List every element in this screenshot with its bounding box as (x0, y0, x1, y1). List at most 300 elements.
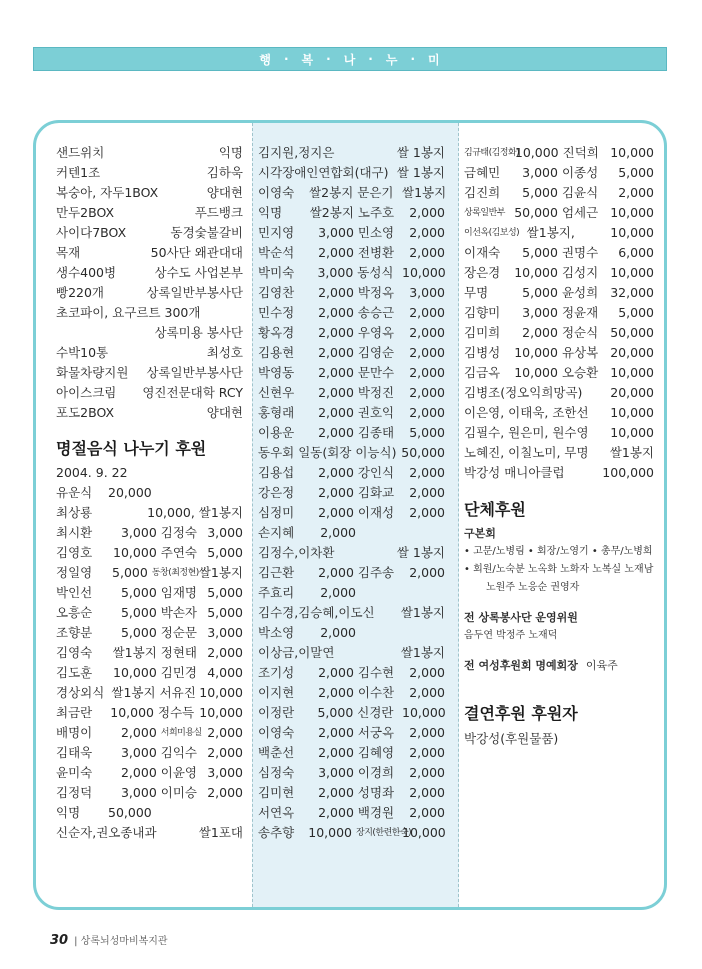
donor-cell: 2,000 (318, 305, 354, 320)
donor-cell: 김용현 (258, 345, 295, 360)
item-donor: 양대현 (206, 405, 243, 420)
donor-cell: 심정미 (258, 505, 295, 520)
donor-cell: 임재명 (160, 585, 198, 600)
donor-cell: 5,000 (409, 425, 445, 440)
donor-row (464, 323, 654, 343)
section-banner (33, 47, 667, 71)
donor-row (56, 543, 243, 563)
donor-cell: 박순석 (258, 245, 295, 260)
donation-item-row (56, 183, 243, 203)
donor-row (464, 143, 654, 163)
donor-cell: 박정진 (357, 385, 395, 400)
donor-cell: 김정덕 (56, 785, 93, 800)
item-name: 화물차량지원 (56, 365, 129, 380)
item-name: 샌드위치 (56, 145, 105, 160)
donor-row (258, 323, 445, 343)
donor-cell: 백춘선 (258, 745, 295, 760)
donor-cell: 2,000 (409, 785, 445, 800)
donor-cell: 2,000 (409, 365, 445, 380)
donor-cell: 3,000 (522, 165, 558, 180)
former-committee-title: 전 상록봉사단 운영위원 (464, 611, 578, 624)
donor-cell: 장지(한련한숙) (356, 828, 412, 838)
donor-cell: 2,000 (318, 325, 354, 340)
donor-cell: 2,000 (318, 405, 354, 420)
donor-cell: 박영동 (258, 365, 295, 380)
donor-amount: 쌀1봉지 (609, 445, 654, 460)
donor-cell: 황옥경 (258, 325, 295, 340)
donor-row (258, 343, 445, 363)
banner-char: 복 (301, 52, 315, 67)
donor-cell (575, 223, 610, 243)
donor-cell: 이윤영 (160, 765, 198, 780)
donor-amount: 10,000 (610, 405, 654, 420)
donor-cell: 2,000 (409, 325, 445, 340)
donor-cell: 김도훈 (56, 665, 93, 680)
donor-cell: 5,000 (522, 245, 558, 260)
donor-cell: 동성식 (357, 265, 394, 280)
donor-cell: 10,000 (113, 545, 157, 560)
spacer (464, 675, 654, 687)
donor-cell: 노주호 (357, 205, 395, 220)
item-donor: 상록미용 봉사단 (154, 325, 243, 340)
donor-row (258, 703, 445, 723)
donor-row (258, 543, 445, 563)
donor-amount: 50,000 (108, 805, 152, 820)
donor-cell: 5,000 (120, 585, 157, 600)
donor-amount: 100,000 (602, 465, 654, 480)
item-name: 빵220개 (56, 285, 105, 300)
donor-row (258, 783, 445, 803)
donor-row (56, 563, 243, 583)
donation-item-row (56, 143, 243, 163)
donor-cell: 2,000 (409, 205, 445, 220)
donor-row (258, 403, 445, 423)
donation-item-row (56, 243, 243, 263)
donor-cell: 신경란 (357, 705, 394, 720)
donor-cell: 심정숙 (258, 765, 295, 780)
donor-row (464, 183, 654, 203)
item-name: 만두2BOX (56, 205, 115, 220)
donor-cell: 5,000 (522, 285, 558, 300)
donor-cell: 박정옥 (357, 285, 395, 300)
donor-cell: 민소영 (357, 225, 395, 240)
donor-cell: 윤성희 (561, 285, 599, 300)
donor-cell: 홍형래 (258, 405, 295, 420)
donor-row (258, 623, 445, 643)
donor-cell: 2,000 (409, 225, 445, 240)
donor-row (56, 603, 243, 623)
donor-amount: 쌀 1봉지 (396, 165, 445, 180)
donor-cell: 2,000 (409, 465, 445, 480)
donor-row (464, 403, 654, 423)
donor-cell: 2,000 (409, 405, 445, 420)
banner-char: 누 (385, 52, 399, 67)
donor-cell: 2,000 (409, 725, 445, 740)
donor-cell: 서연옥 (258, 805, 295, 820)
donor-cell: 2,000 (409, 745, 445, 760)
donation-item-row (56, 363, 243, 383)
donor-cell: 2,000 (318, 725, 354, 740)
donor-row (464, 383, 654, 403)
donor-row (56, 503, 243, 523)
donor-cell: 전병환 (357, 245, 395, 260)
donor-cell: 쌀2봉지 (309, 205, 354, 220)
donor-cell: 김영순 (357, 345, 395, 360)
donor-cell: 조기성 (258, 665, 295, 680)
donor-cell: 2,000 (120, 725, 157, 740)
donor-cell: 10,000 (402, 705, 446, 720)
donor-cell: 이미승 (160, 785, 198, 800)
donor-row (258, 443, 445, 463)
item-donor: 익명 (218, 145, 243, 160)
item-name: 커텐1조 (56, 165, 101, 180)
donor-row (258, 643, 445, 663)
donor-cell: 2,000 (318, 345, 354, 360)
donor-cell: 3,000 (317, 265, 354, 280)
donor-cell: 10,000 (514, 145, 559, 160)
donor-cell: 엄세근 (561, 205, 599, 220)
donor-name: 박강성 매니아클럽 (464, 465, 565, 480)
donor-row (56, 723, 243, 743)
donor-cell: 이종성 (561, 165, 599, 180)
donor-cell: 이정란 (258, 705, 295, 720)
donor-cell: 이경희 (357, 765, 395, 780)
spacer (56, 423, 243, 435)
donor-row (258, 563, 445, 583)
donor-row (258, 463, 445, 483)
donor-cell: 최금란 (56, 705, 93, 720)
donor-cell: 김민경 (160, 665, 198, 680)
donor-cell: 이선옥(김보성) (464, 228, 520, 238)
banner-char: 미 (428, 52, 441, 67)
donor-cell: 이재성 (357, 505, 395, 520)
donor-cell: 5,000 (207, 585, 243, 600)
donor-cell: 10,000 (402, 825, 446, 840)
donor-row (464, 263, 654, 283)
donor-amount: 10,000 (610, 425, 654, 440)
donor-row (56, 823, 243, 843)
donor-cell: 서희미용실 (160, 728, 202, 738)
donor-cell: 2,000 (318, 285, 354, 300)
donor-cell: 김익수 (160, 745, 198, 760)
donor-row (56, 623, 243, 643)
donor-amount: 쌀 1봉지 (396, 145, 445, 160)
donor-cell: 2,000 (318, 425, 354, 440)
donor-cell: 2,000 (120, 765, 157, 780)
donor-cell: 20,000 (610, 345, 654, 360)
donor-row (464, 343, 654, 363)
donor-cell: 김윤식 (561, 185, 599, 200)
donor-cell: 5,000 (522, 185, 558, 200)
donor-cell: 서유진 (159, 685, 196, 700)
donor-cell: 2,000 (409, 685, 445, 700)
donor-cell: 김영찬 (258, 285, 295, 300)
donor-cell: 주연숙 (160, 545, 198, 560)
former-committee-names: 음두연 박정주 노재덕 (464, 630, 558, 641)
donor-cell: 2,000 (409, 485, 445, 500)
donation-item-row (56, 323, 243, 343)
donor-cell: 쌀1봉지 (402, 185, 447, 200)
donor-name: 김필수, 원은미, 원수영 (464, 425, 589, 440)
donor-cell: 2,000 (409, 345, 445, 360)
footer-separator: | (74, 936, 81, 947)
donor-row (56, 643, 243, 663)
donor-amount: 쌀1포대 (198, 825, 243, 840)
donor-cell: 이지현 (258, 685, 295, 700)
donor-cell: 김혜영 (357, 745, 395, 760)
donor-row (56, 483, 243, 503)
donor-cell: 2,000 (318, 385, 354, 400)
donor-cell: 2,000 (409, 665, 445, 680)
donor-cell: 진덕희 (562, 145, 599, 160)
donor-row (464, 203, 654, 223)
donor-cell: 김종태 (357, 425, 395, 440)
donor-name: 주효리 (258, 585, 295, 600)
donor-cell: 3,000 (120, 785, 157, 800)
donor-row (258, 283, 445, 303)
donor-row (258, 303, 445, 323)
donor-cell: 이영숙 (258, 725, 295, 740)
item-name: 생수400병 (56, 265, 117, 280)
donor-row (258, 183, 445, 203)
donor-cell: 배명이 (56, 725, 93, 740)
donor-cell: 10,000 (610, 145, 654, 160)
spacer (464, 597, 654, 609)
donor-cell: 상록일반부 (464, 208, 505, 218)
donor-cell: 익명 (258, 205, 283, 220)
donor-cell: 2,000 (618, 185, 654, 200)
donor-cell: 3,000 (318, 765, 354, 780)
donor-column-2 (258, 143, 445, 843)
donor-name: 손지혜 (258, 525, 295, 540)
donor-row (258, 583, 445, 603)
donor-cell: 2,000 (409, 505, 445, 520)
sponsor-name: 박강성(후원물품) (464, 731, 559, 746)
donor-cell: 김규태(김정화) (464, 148, 520, 158)
donor-row (258, 383, 445, 403)
event-date: 2004. 9. 22 (56, 465, 128, 480)
spacer (464, 687, 654, 699)
donor-row (258, 423, 445, 443)
donor-row (258, 363, 445, 383)
donor-cell: 조향분 (56, 625, 93, 640)
donor-name: 최상룡 (56, 505, 93, 520)
donor-cell: 2,000 (318, 685, 354, 700)
donor-cell: 김진희 (464, 185, 501, 200)
donor-row (464, 423, 654, 443)
donor-cell: 5,000 (618, 305, 654, 320)
item-donor: 50사단 왜관대대 (150, 245, 243, 260)
donor-row (464, 303, 654, 323)
donor-cell: 10,000 (610, 225, 654, 240)
donor-row (56, 583, 243, 603)
donor-row (258, 203, 445, 223)
donor-row (258, 803, 445, 823)
donor-list-frame (33, 120, 667, 910)
donor-cell: 6,000 (618, 245, 654, 260)
donor-row (258, 143, 445, 163)
donor-cell: 김태욱 (56, 745, 93, 760)
donor-cell: 금혜민 (464, 165, 501, 180)
donor-cell: 5,000 (618, 165, 654, 180)
donor-cell: 2,000 (318, 665, 354, 680)
donor-row (56, 763, 243, 783)
item-name: 포도2BOX (56, 405, 115, 420)
donor-cell: 오흥순 (56, 605, 93, 620)
donor-cell: 2,000 (318, 245, 354, 260)
donor-row (258, 683, 445, 703)
donor-cell: 이수찬 (357, 685, 395, 700)
donor-row (258, 763, 445, 783)
item-donor: 영진전문대학 RCY (142, 385, 243, 400)
page-number: 30 (50, 933, 69, 948)
donor-cell: 송추향 (258, 825, 295, 840)
donor-row (258, 503, 445, 523)
section-heading-holiday-food: 명절음식 나누기 후원 (56, 439, 207, 458)
donor-cell: 김병성 (464, 345, 501, 360)
item-donor: 상수도 사업본부 (154, 265, 243, 280)
former-honorary-chair (464, 657, 654, 675)
donation-item-row (56, 343, 243, 363)
donor-row (56, 743, 243, 763)
donor-cell: 10,000 (113, 665, 157, 680)
item-name: 초코파이, 요구르트 300개 (56, 305, 201, 320)
donor-cell: 정윤재 (561, 305, 599, 320)
donor-cell: 동창(최정현) (151, 568, 199, 578)
donor-cell: 쌀1봉지, (526, 225, 575, 240)
donor-cell: 10,000 (110, 705, 154, 720)
donor-cell: 서궁옥 (357, 725, 395, 740)
donor-cell: 2,000 (207, 785, 243, 800)
former-honorary-chair-title: 전 여성후원회 명예회장 (464, 659, 578, 672)
donor-amount: 쌀1봉지 (400, 605, 445, 620)
group-member-line: • 고문/노병림 • 회장/노영기 • 총무/노병희 (464, 546, 653, 557)
donor-cell: 송승근 (357, 305, 395, 320)
donor-amount: 쌀 1봉지 (396, 545, 445, 560)
donor-cell: 정일영 (56, 565, 93, 580)
donor-cell: 유상복 (561, 345, 599, 360)
donor-cell: 박미숙 (258, 265, 295, 280)
publisher-name: 상록뇌성마비복지관 (80, 936, 168, 947)
donor-name: 김지원,정지은 (258, 145, 335, 160)
donor-amount: 10,000, 쌀1봉지 (147, 505, 243, 520)
donor-cell: 김화교 (357, 485, 395, 500)
donor-cell: 정현태 (160, 645, 198, 660)
donor-cell: 5,000 (207, 605, 243, 620)
donor-name: 김병조(정오익희망곡) (464, 385, 583, 400)
donor-name: 익명 (56, 805, 81, 820)
donor-cell: 3,000 (522, 305, 558, 320)
donor-column-1 (56, 143, 243, 843)
donor-cell: 최시환 (56, 525, 93, 540)
donor-cell: 10,000 (514, 345, 558, 360)
donor-cell: 2,000 (318, 485, 354, 500)
donor-cell: 2,000 (409, 565, 445, 580)
donation-item-row (56, 203, 243, 223)
item-name: 수박10통 (56, 345, 109, 360)
item-name: 아이스크림 (56, 385, 117, 400)
donor-cell: 무명 (464, 285, 489, 300)
donation-item-row (56, 303, 243, 323)
donor-cell: 김미희 (464, 325, 501, 340)
donation-item-row (56, 263, 243, 283)
spacer (464, 645, 654, 657)
donor-cell: 쌀1봉지 (111, 685, 156, 700)
donor-row (464, 223, 654, 243)
donor-cell: 쌀2봉지 (309, 185, 354, 200)
donor-cell: 3,000 (409, 285, 445, 300)
donor-name: 이은영, 이태욱, 조한선 (464, 405, 589, 420)
donor-row (464, 443, 654, 463)
donor-row (464, 243, 654, 263)
donor-row (258, 603, 445, 623)
donor-row (258, 823, 445, 843)
donor-cell: 정순식 (561, 325, 599, 340)
donor-cell: 쌀1봉지 (112, 645, 157, 660)
donor-cell: 김근환 (258, 565, 295, 580)
donor-cell: 50,000 (514, 205, 558, 220)
donor-cell: 2,000 (409, 385, 445, 400)
donor-amount: 쌀1봉지 (400, 645, 445, 660)
page-footer (50, 932, 168, 948)
donor-column-3 (464, 143, 654, 749)
donor-cell: 이용운 (258, 425, 295, 440)
donor-name: 동우회 일동(회장 이능식) (258, 445, 397, 460)
donor-cell: 2,000 (318, 805, 354, 820)
donor-cell: 김향미 (464, 305, 501, 320)
donor-cell: 2,000 (318, 565, 354, 580)
donor-cell: 2,000 (207, 745, 243, 760)
donor-cell: 박손자 (160, 605, 198, 620)
donor-row (258, 223, 445, 243)
donor-cell: 10,000 (199, 705, 244, 720)
donor-cell: 김정숙 (160, 525, 198, 540)
donor-cell: 2,000 (318, 365, 354, 380)
donor-row (258, 743, 445, 763)
donor-cell: 성명좌 (357, 785, 395, 800)
donor-cell: 3,000 (207, 525, 243, 540)
donor-cell: 문만수 (357, 365, 395, 380)
donor-cell: 윤미숙 (56, 765, 93, 780)
donor-cell: 민지영 (258, 225, 295, 240)
donor-cell: 2,000 (207, 725, 243, 740)
donor-cell: 김용섭 (258, 465, 295, 480)
spacer (464, 483, 654, 495)
donor-cell: 2,000 (207, 645, 243, 660)
donor-cell: 10,000 (610, 205, 654, 220)
item-donor: 푸드뱅크 (194, 205, 243, 220)
donor-cell: 5,000 (317, 705, 354, 720)
donation-item-row (56, 223, 243, 243)
donor-row (56, 683, 243, 703)
donor-cell: 백경원 (357, 805, 395, 820)
donor-row (464, 463, 654, 483)
donor-cell: 10,000 (308, 825, 352, 840)
donor-cell: 10,000 (610, 265, 654, 280)
donor-cell: 10,000 (199, 685, 243, 700)
donor-row (464, 163, 654, 183)
banner-char: 행 (259, 52, 272, 67)
item-donor: 상록일반부봉사단 (146, 285, 243, 300)
donor-name: 신순자,권오종내과 (56, 825, 157, 840)
donor-cell: 이영숙 (258, 185, 295, 200)
donor-amount: 2,000 (320, 525, 356, 540)
donor-row (56, 523, 243, 543)
donor-name: 박소영 (258, 625, 295, 640)
former-honorary-chair-name: 이육주 (585, 659, 618, 672)
donor-cell: 4,000 (207, 665, 243, 680)
donor-cell: 2,000 (318, 745, 354, 760)
